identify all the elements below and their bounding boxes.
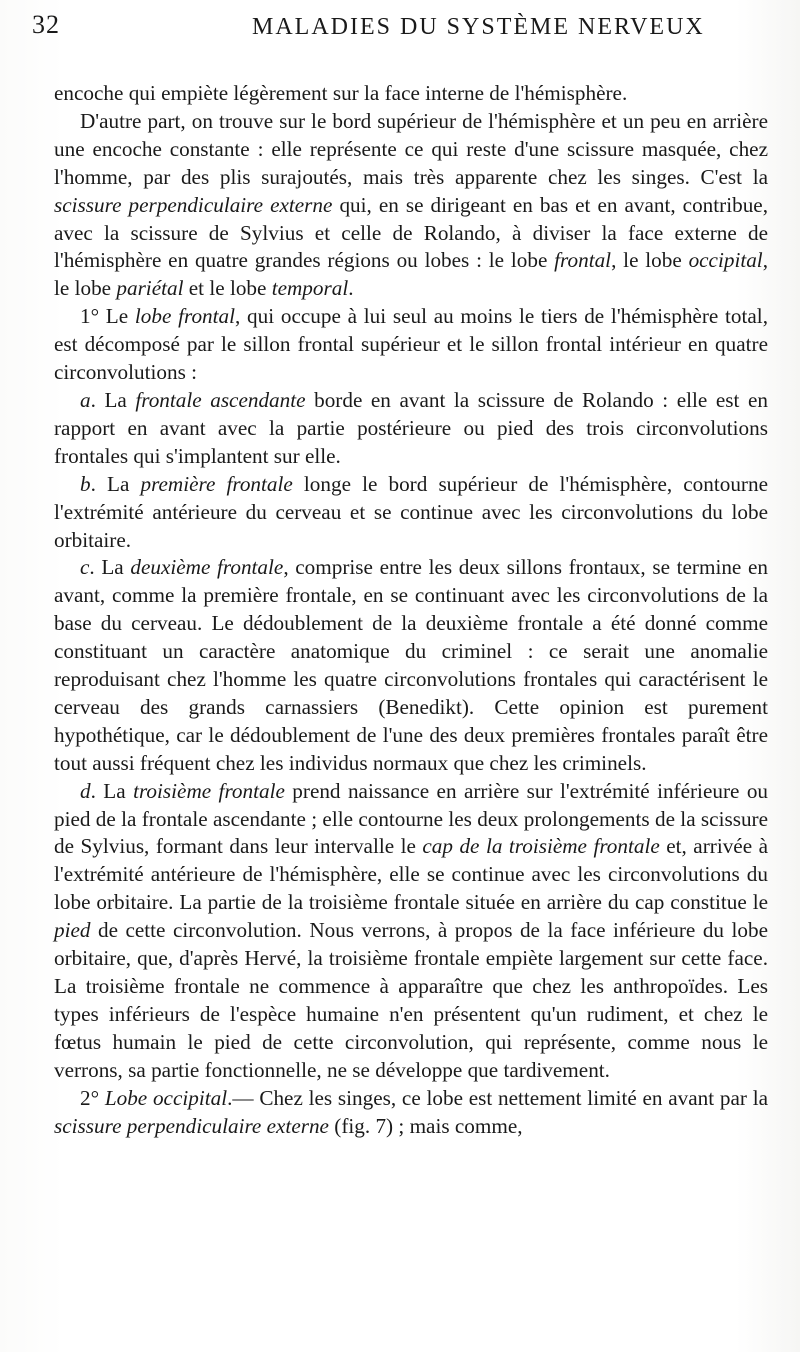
- text-run: , le lobe: [611, 248, 689, 273]
- text-run: . La: [89, 555, 131, 580]
- italic-term: première frontale: [140, 471, 293, 496]
- running-title: MALADIES DU SYSTÈME NERVEUX: [252, 14, 705, 40]
- italic-term: pied: [54, 918, 91, 943]
- paragraph-0: [54, 80, 768, 108]
- paragraph-6: [54, 778, 768, 1085]
- italic-term: occipital: [688, 248, 763, 273]
- paragraph-3: [54, 387, 768, 471]
- text-run: encoche qui empiète légèrement sur la face interne de l'hémisphère.: [54, 81, 628, 105]
- text-run: , qui occupe à lui seul au moins le tiers de l'hémisphère total, est décomposé par le sillon frontal supérieur et le sillon frontal intérieur en quatre circonvolutions :: [54, 304, 768, 385]
- text-run: longe le bord supérieur de l'hémisphère, contourne l'extrémité antérieure du cerveau et se continue avec les circonvolutions du lobe orbitaire.: [54, 471, 768, 552]
- text-run: qui, en se dirigeant en bas et en avant, contribue, avec la scissure de Sylvius et celle de Rolando, à diviser la face externe de l'hémisphère en quatre grandes régions ou lobes : le lobe: [54, 192, 768, 273]
- text-run: D'autre part, on trouve sur le bord supérieur de l'hémisphère et un peu en arrière une encoche constante : elle représente ce qui reste d'une scissure masquée, chez l'homme, par des plis surajoutés, mais très apparente chez les singes. C'est la: [54, 108, 768, 189]
- italic-term: frontal: [554, 248, 612, 273]
- italic-term: a: [80, 387, 91, 412]
- italic-term: lobe frontal: [134, 304, 236, 329]
- text-run: de cette circonvolution. Nous verrons, à propos de la face inférieure du lobe orbitaire, que, d'après Hervé, la troisième frontale empiète largement sur cette face. La troisième frontale ne commence à apparaître que chez les anthropoïdes. Les types inférieurs de l'espèce humaine n'en présentent qu'un rudiment, et chez le fœtus humain le pied de cette circonvolution, qui représente, comme nous le verrons, sa partie fonctionnelle, ne se développe que tardivement.: [54, 918, 768, 1082]
- italic-term: scissure perpendiculaire externe: [54, 1113, 329, 1138]
- text-run: .: [348, 276, 354, 301]
- paragraph-5: [54, 554, 768, 777]
- italic-term: temporal: [271, 276, 349, 301]
- text-run: .— Chez les singes, ce lobe est nettement limité en avant par la: [227, 1085, 768, 1110]
- italic-term: Lobe occipital: [104, 1085, 228, 1110]
- page-header: [32, 6, 752, 54]
- italic-term: scissure perpendiculaire externe: [54, 192, 333, 217]
- text-run: (fig. 7) ; mais comme,: [328, 1113, 523, 1138]
- page-number: 32: [32, 10, 60, 39]
- italic-term: d: [80, 778, 91, 803]
- text-run: borde en avant la scissure de Rolando : elle est en rapport en avant avec la partie postérieure ou pied des trois circonvolutions frontales qui s'implantent sur elle.: [54, 387, 768, 468]
- text-run: . La: [90, 778, 134, 803]
- text-run: et le lobe: [183, 276, 272, 301]
- italic-term: frontale ascendante: [135, 387, 306, 412]
- text-run: . La: [90, 387, 136, 412]
- text-run: , le lobe: [54, 248, 768, 301]
- text-run: 1° Le: [80, 304, 135, 329]
- italic-term: pariétal: [116, 276, 184, 301]
- italic-term: c: [80, 555, 90, 580]
- italic-term: deuxième frontale: [130, 555, 284, 580]
- text-run: , comprise entre les deux sillons frontaux, se termine en avant, comme la première frontale, en se continuant avec les circonvolutions de la base du cerveau. Le dédoublement de la deuxième frontale a été donné comme constituant un caractère anatomique du criminel : ce serait une anomalie reproduisant chez l'homme les quatre circonvolutions frontales qui caractérisent le cerveau des grands carnassiers (Benedikt). Cette opinion est purement hypothétique, car le dédoublement de l'une des deux premières frontales paraît être tout aussi fréquent chez les individus normaux que chez les criminels.: [54, 555, 768, 775]
- text-run: . La: [90, 471, 141, 496]
- italic-term: cap de la troisième frontale: [422, 834, 660, 859]
- paragraph-2: [54, 303, 768, 387]
- text-run: 2°: [80, 1085, 105, 1110]
- paragraph-7: [54, 1085, 768, 1141]
- text-run: prend naissance en arrière sur l'extrémité inférieure ou pied de la frontale ascendante ; elle contourne les deux prolongements de la scissure de Sylvius, formant dans leur intervalle le: [54, 778, 769, 859]
- italic-term: b: [80, 471, 91, 496]
- italic-term: troisième frontale: [133, 778, 285, 803]
- paragraph-1: [54, 108, 768, 303]
- text-run: et, arrivée à l'extrémité antérieure de l'hémisphère, elle se continue avec les circonvolutions du lobe orbitaire. La partie de la troisième frontale située en arrière du cap constitue le: [54, 834, 768, 915]
- body-text: [54, 80, 768, 1140]
- paragraph-4: [54, 471, 768, 555]
